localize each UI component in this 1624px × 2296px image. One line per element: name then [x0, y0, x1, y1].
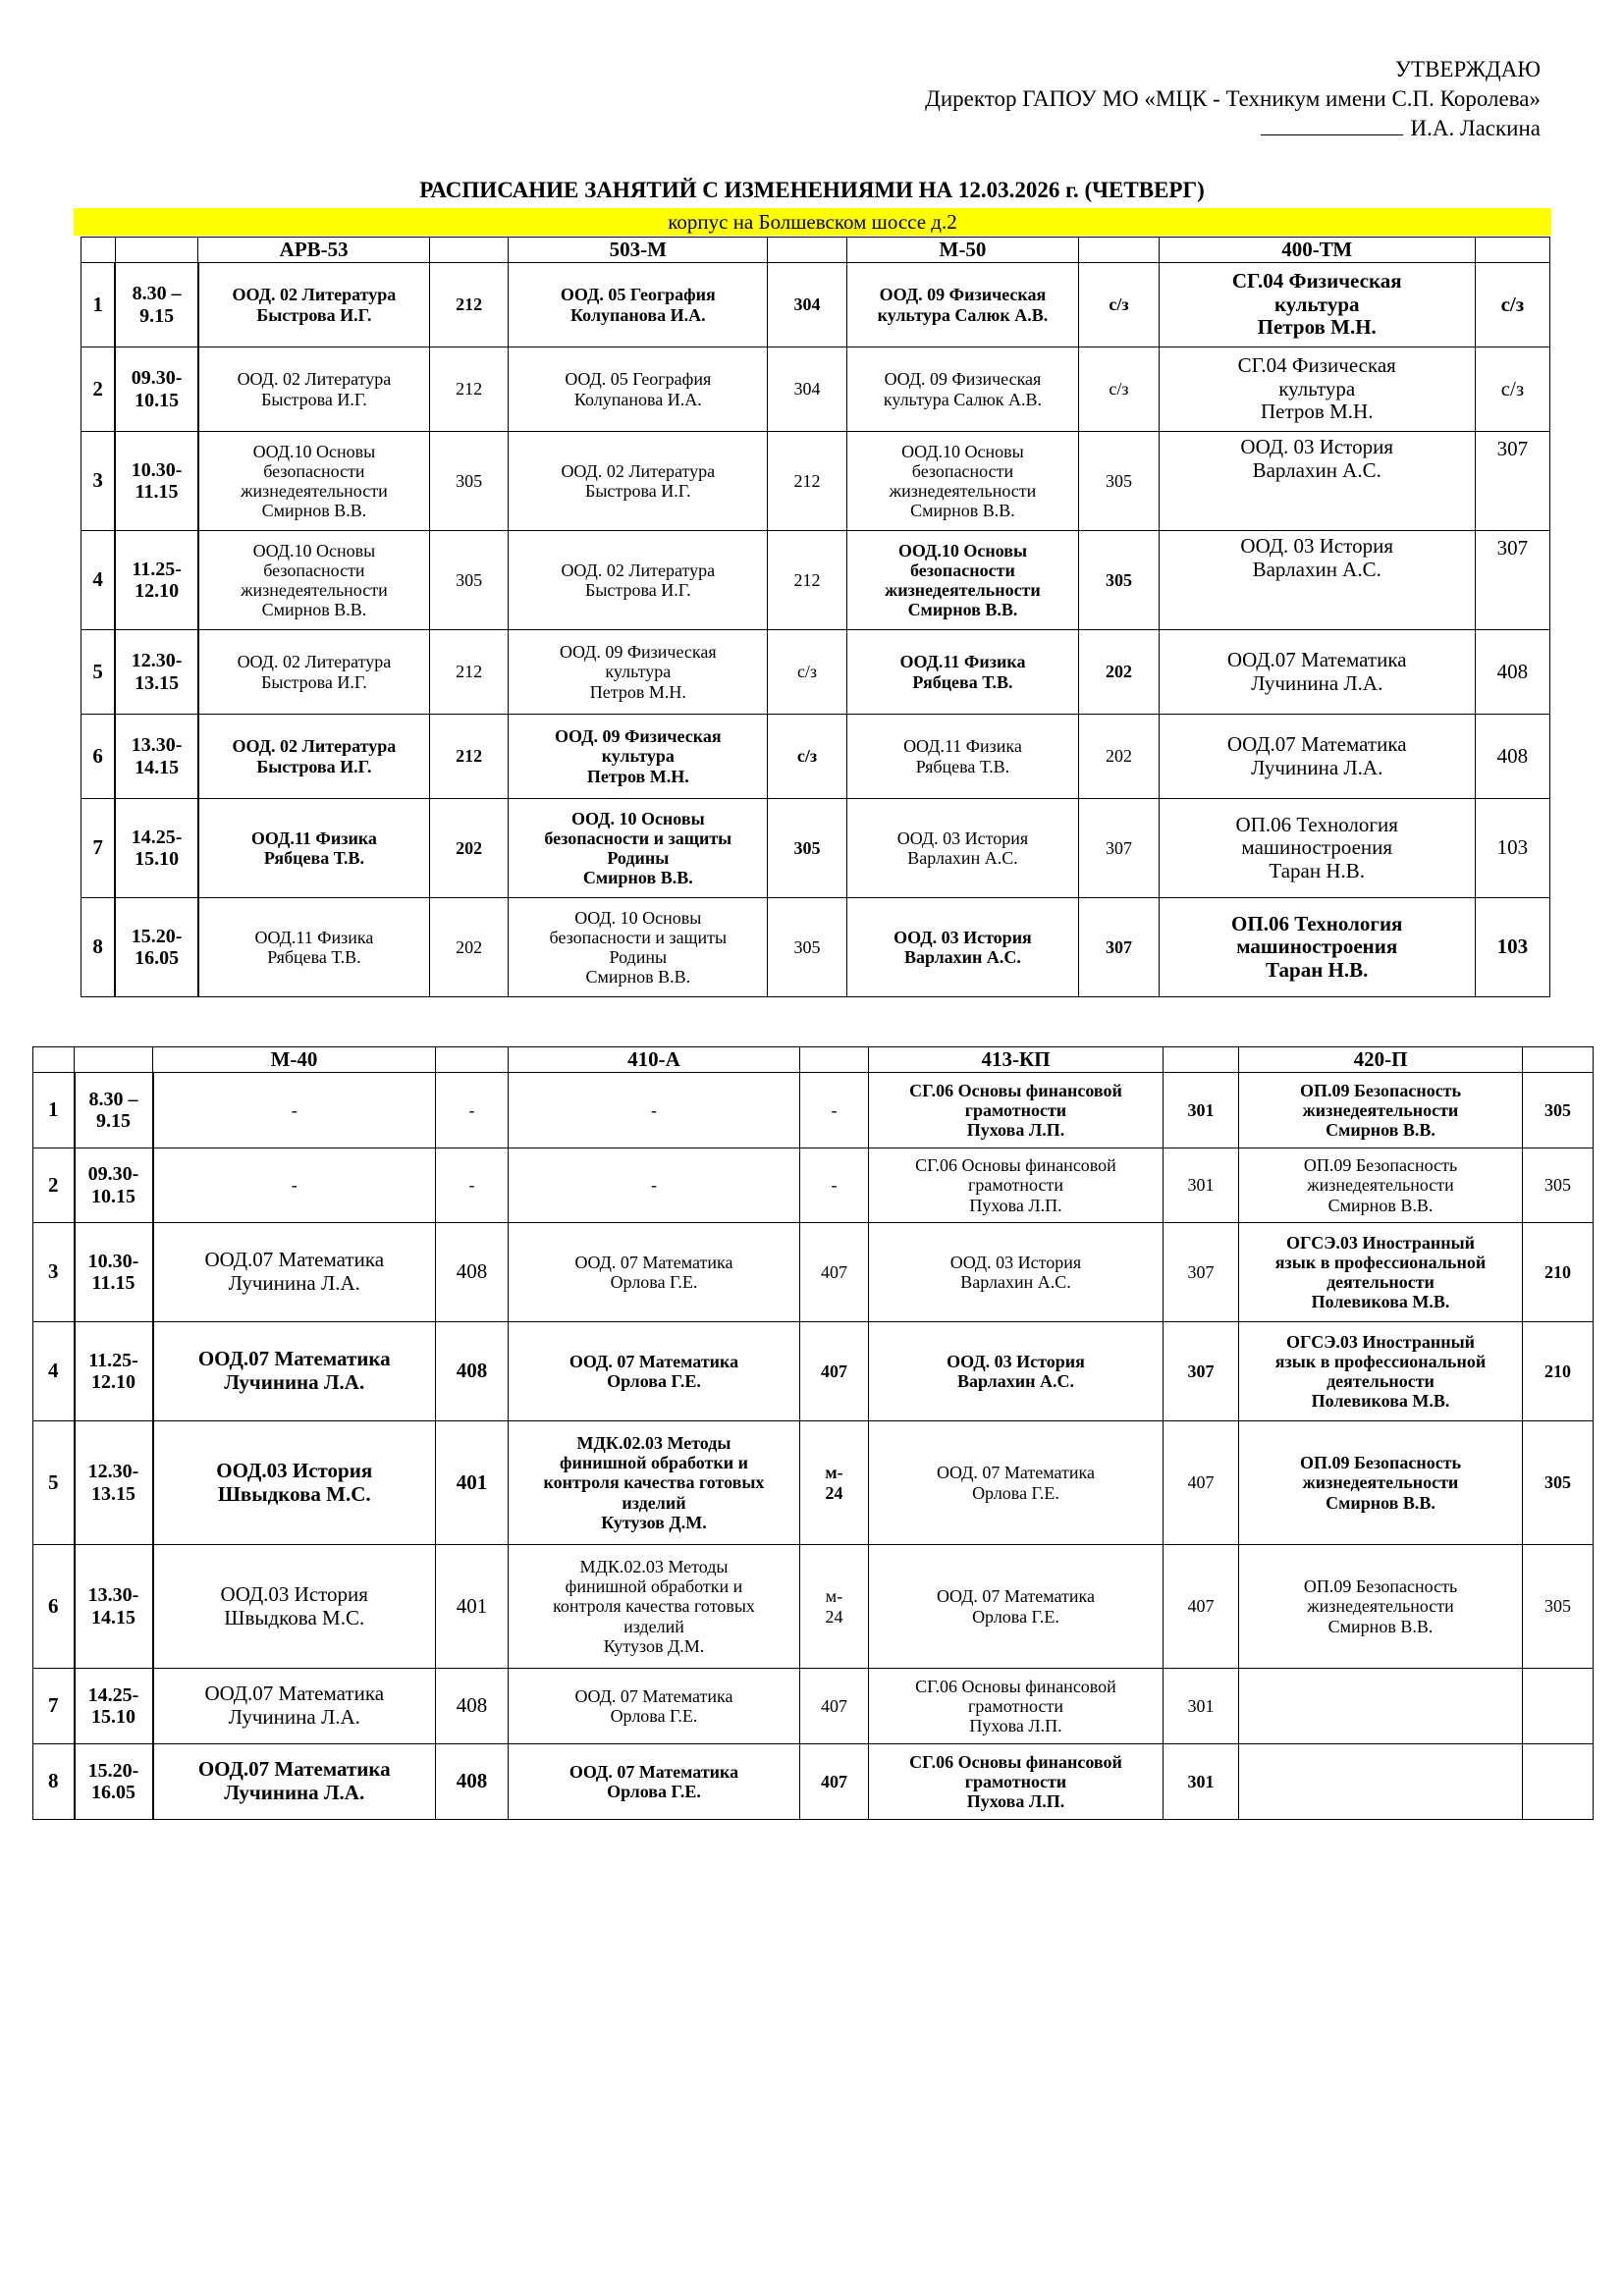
- lesson-number: 7: [33, 1669, 75, 1744]
- room-cell: с/з: [768, 630, 846, 715]
- subject-cell: ООД. 02 Литература Быстрова И.Г.: [198, 630, 430, 715]
- subject-cell: ООД. 03 История Варлахин А.С.: [869, 1322, 1164, 1421]
- subject-cell: ООД. 07 Математика Орлова Г.Е.: [509, 1744, 800, 1820]
- room-cell: 307: [1079, 898, 1159, 997]
- subject-cell: МДК.02.03 Методы финишной обработки и контроля качества готовых изделий Кутузов Д.М.: [509, 1545, 800, 1669]
- lesson-row: [81, 432, 1550, 531]
- room-cell: 305: [1079, 531, 1159, 630]
- lesson-row: [81, 799, 1550, 898]
- room-cell: 202: [1079, 715, 1159, 799]
- subject-cell: ОП.09 Безопасность жизнедеятельности Смирнов В.В.: [1239, 1421, 1523, 1545]
- subject-cell: ООД. 02 Литература Быстрова И.Г.: [509, 531, 768, 630]
- room-cell: 305: [1523, 1421, 1594, 1545]
- group-header: 400-ТМ: [1159, 238, 1475, 263]
- room-cell: 408: [1475, 715, 1549, 799]
- subject-cell: -: [153, 1073, 436, 1148]
- lesson-number: 3: [33, 1223, 75, 1322]
- subject-cell: ОП.09 Безопасность жизнедеятельности Смирнов В.В.: [1239, 1148, 1523, 1223]
- subject-cell: ООД.07 Математика Лучинина Л.А.: [1159, 715, 1475, 799]
- room-cell: 202: [429, 898, 508, 997]
- lesson-time: 15.20- 16.05: [75, 1744, 153, 1820]
- subject-cell: ООД. 05 География Колупанова И.А.: [509, 347, 768, 432]
- room-cell: 408: [436, 1669, 509, 1744]
- group-header: АРВ-53: [198, 238, 430, 263]
- room-cell: 407: [800, 1223, 869, 1322]
- lesson-row: [81, 630, 1550, 715]
- subject-cell: ООД. 03 История Варлахин А.С.: [1159, 432, 1475, 531]
- subject-cell: ООД. 09 Физическая культура Салюк А.В.: [846, 347, 1079, 432]
- lesson-time: 13.30- 14.15: [75, 1545, 153, 1669]
- subject-cell: ООД. 02 Литература Быстрова И.Г.: [198, 347, 430, 432]
- approve-heading: УТВЕРЖДАЮ: [1394, 57, 1541, 81]
- room-cell: 210: [1523, 1223, 1594, 1322]
- subject-cell: ОГСЭ.03 Иностранный язык в профессиональной деятельности Полевикова М.В.: [1239, 1322, 1523, 1421]
- subject-cell: -: [153, 1148, 436, 1223]
- subject-cell: ООД.07 Математика Лучинина Л.А.: [153, 1744, 436, 1820]
- room-cell: 301: [1164, 1148, 1239, 1223]
- room-cell: 401: [436, 1545, 509, 1669]
- room-cell: -: [436, 1148, 509, 1223]
- room-header-blank: [1523, 1047, 1594, 1073]
- room-cell: 103: [1475, 799, 1549, 898]
- lesson-time: 8.30 – 9.15: [75, 1073, 153, 1148]
- director-title: Директор ГАПОУ МО «МЦК - Техникум имени С.П. Королева»: [925, 86, 1541, 111]
- subject-cell: ООД.11 Физика Рябцева Т.В.: [198, 799, 430, 898]
- header-blank-num: [33, 1047, 75, 1073]
- lesson-number: 2: [81, 347, 116, 432]
- header-blank-time: [115, 238, 198, 263]
- subject-cell: ОП.09 Безопасность жизнедеятельности Смирнов В.В.: [1239, 1073, 1523, 1148]
- room-cell: 407: [800, 1669, 869, 1744]
- subject-cell: [1239, 1744, 1523, 1820]
- room-cell: 407: [800, 1744, 869, 1820]
- lesson-time: 15.20- 16.05: [115, 898, 198, 997]
- lesson-number: 5: [33, 1421, 75, 1545]
- subject-cell: СГ.06 Основы финансовой грамотности Пухова Л.П.: [869, 1148, 1164, 1223]
- lesson-row: [33, 1223, 1594, 1322]
- group-header: 410-А: [509, 1047, 800, 1073]
- page-title: РАСПИСАНИЕ ЗАНЯТИЙ С ИЗМЕНЕНИЯМИ НА 12.03.2026 г. (ЧЕТВЕРГ): [419, 178, 1205, 202]
- subject-cell: -: [509, 1148, 800, 1223]
- subject-cell: ООД. 10 Основы безопасности и защиты Родины Смирнов В.В.: [509, 898, 768, 997]
- lesson-row: [81, 263, 1550, 347]
- lesson-time: 13.30- 14.15: [115, 715, 198, 799]
- subject-cell: СГ.04 Физическая культура Петров М.Н.: [1159, 263, 1475, 347]
- lesson-row: [33, 1073, 1594, 1148]
- room-cell: [1523, 1669, 1594, 1744]
- room-cell: -: [800, 1148, 869, 1223]
- room-cell: 407: [800, 1322, 869, 1421]
- lesson-time: 09.30- 10.15: [115, 347, 198, 432]
- subject-cell: ООД. 09 Физическая культура Петров М.Н.: [509, 715, 768, 799]
- subject-cell: ООД. 09 Физическая культура Петров М.Н.: [509, 630, 768, 715]
- subject-cell: ОГСЭ.03 Иностранный язык в профессиональной деятельности Полевикова М.В.: [1239, 1223, 1523, 1322]
- subject-cell: ООД. 09 Физическая культура Салюк А.В.: [846, 263, 1079, 347]
- lesson-number: 4: [33, 1322, 75, 1421]
- room-cell: 305: [1523, 1545, 1594, 1669]
- subject-cell: ООД.07 Математика Лучинина Л.А.: [153, 1322, 436, 1421]
- lesson-row: [33, 1545, 1594, 1669]
- room-header-blank: [768, 238, 846, 263]
- lesson-time: 12.30- 13.15: [115, 630, 198, 715]
- group-header: 413-КП: [869, 1047, 1164, 1073]
- room-cell: 407: [1164, 1545, 1239, 1669]
- lesson-row: [33, 1322, 1594, 1421]
- lesson-time: 14.25- 15.10: [115, 799, 198, 898]
- subject-cell: МДК.02.03 Методы финишной обработки и контроля качества готовых изделий Кутузов Д.М.: [509, 1421, 800, 1545]
- room-cell: 407: [1164, 1421, 1239, 1545]
- signature-blank: [1261, 115, 1403, 135]
- room-cell: м- 24: [800, 1421, 869, 1545]
- room-header-blank: [1475, 238, 1549, 263]
- group-header: М-50: [846, 238, 1079, 263]
- lesson-number: 6: [33, 1545, 75, 1669]
- subject-cell: СГ.06 Основы финансовой грамотности Пухова Л.П.: [869, 1744, 1164, 1820]
- room-cell: 301: [1164, 1073, 1239, 1148]
- room-cell: 307: [1164, 1223, 1239, 1322]
- room-cell: 307: [1079, 799, 1159, 898]
- subject-cell: СГ.04 Физическая культура Петров М.Н.: [1159, 347, 1475, 432]
- subject-cell: ООД. 02 Литература Быстрова И.Г.: [509, 432, 768, 531]
- lesson-time: 10.30- 11.15: [75, 1223, 153, 1322]
- room-header-blank: [1079, 238, 1159, 263]
- room-cell: 307: [1164, 1322, 1239, 1421]
- room-cell: 212: [429, 715, 508, 799]
- subject-cell: ООД.11 Физика Рябцева Т.В.: [198, 898, 430, 997]
- lesson-time: 10.30- 11.15: [115, 432, 198, 531]
- subject-cell: ООД. 02 Литература Быстрова И.Г.: [198, 263, 430, 347]
- lesson-time: 12.30- 13.15: [75, 1421, 153, 1545]
- room-cell: 210: [1523, 1322, 1594, 1421]
- lesson-number: 5: [81, 630, 116, 715]
- subject-cell: ООД. 03 История Варлахин А.С.: [869, 1223, 1164, 1322]
- room-cell: 408: [436, 1322, 509, 1421]
- room-cell: 305: [1523, 1148, 1594, 1223]
- subject-cell: -: [509, 1073, 800, 1148]
- lesson-time: 8.30 – 9.15: [115, 263, 198, 347]
- lesson-number: 1: [81, 263, 116, 347]
- room-cell: с/з: [1079, 347, 1159, 432]
- room-cell: -: [436, 1073, 509, 1148]
- lesson-row: [33, 1744, 1594, 1820]
- room-cell: 305: [1079, 432, 1159, 531]
- subject-cell: ООД. 07 Математика Орлова Г.Е.: [869, 1545, 1164, 1669]
- room-cell: 305: [768, 799, 846, 898]
- subject-cell: ООД. 07 Математика Орлова Г.Е.: [509, 1669, 800, 1744]
- room-cell: 212: [429, 630, 508, 715]
- subject-cell: ООД.11 Физика Рябцева Т.В.: [846, 630, 1079, 715]
- room-cell: 305: [768, 898, 846, 997]
- subject-cell: ООД.11 Физика Рябцева Т.В.: [846, 715, 1079, 799]
- lesson-number: 6: [81, 715, 116, 799]
- lesson-time: 11.25- 12.10: [115, 531, 198, 630]
- subject-cell: ООД. 05 География Колупанова И.А.: [509, 263, 768, 347]
- room-cell: 212: [429, 263, 508, 347]
- subject-cell: ООД. 03 История Варлахин А.С.: [846, 898, 1079, 997]
- subject-cell: ООД. 07 Математика Орлова Г.Е.: [509, 1322, 800, 1421]
- room-cell: [1523, 1744, 1594, 1820]
- lesson-row: [81, 898, 1550, 997]
- subject-cell: ОП.06 Технология машиностроения Таран Н.В.: [1159, 799, 1475, 898]
- room-cell: 304: [768, 347, 846, 432]
- subject-cell: ООД.10 Основы безопасности жизнедеятельности Смирнов В.В.: [198, 432, 430, 531]
- subject-cell: ООД.10 Основы безопасности жизнедеятельности Смирнов В.В.: [846, 531, 1079, 630]
- subject-cell: ОП.09 Безопасность жизнедеятельности Смирнов В.В.: [1239, 1545, 1523, 1669]
- subject-cell: ООД. 03 История Варлахин А.С.: [846, 799, 1079, 898]
- group-header: 503-М: [509, 238, 768, 263]
- room-cell: 305: [429, 531, 508, 630]
- room-cell: 212: [768, 432, 846, 531]
- room-cell: с/з: [1475, 347, 1549, 432]
- room-cell: 212: [768, 531, 846, 630]
- room-cell: с/з: [1475, 263, 1549, 347]
- subject-cell: ООД. 02 Литература Быстрова И.Г.: [198, 715, 430, 799]
- lesson-number: 8: [33, 1744, 75, 1820]
- room-cell: с/з: [768, 715, 846, 799]
- schedule-table-2: [32, 1046, 1594, 1820]
- room-cell: 408: [436, 1744, 509, 1820]
- room-cell: 202: [429, 799, 508, 898]
- room-cell: 408: [436, 1223, 509, 1322]
- subject-cell: ООД.07 Математика Лучинина Л.А.: [153, 1223, 436, 1322]
- approval-block: [925, 55, 1541, 143]
- group-header: М-40: [153, 1047, 436, 1073]
- header-blank-num: [81, 238, 116, 263]
- room-cell: 401: [436, 1421, 509, 1545]
- subject-cell: ООД. 03 История Варлахин А.С.: [1159, 531, 1475, 630]
- room-cell: 202: [1079, 630, 1159, 715]
- room-cell: 307: [1475, 432, 1549, 531]
- header-blank-time: [75, 1047, 153, 1073]
- subject-cell: ООД.07 Математика Лучинина Л.А.: [1159, 630, 1475, 715]
- lesson-number: 2: [33, 1148, 75, 1223]
- schedule-table-1: [81, 237, 1550, 997]
- subject-cell: ООД. 10 Основы безопасности и защиты Родины Смирнов В.В.: [509, 799, 768, 898]
- room-cell: 305: [1523, 1073, 1594, 1148]
- lesson-number: 3: [81, 432, 116, 531]
- signer-name: И.А. Ласкина: [1410, 116, 1541, 140]
- lesson-row: [81, 347, 1550, 432]
- lesson-row: [81, 531, 1550, 630]
- campus-banner: корпус на Болшевском шоссе д.2: [74, 208, 1551, 236]
- room-cell: -: [800, 1073, 869, 1148]
- room-cell: 305: [429, 432, 508, 531]
- lesson-row: [33, 1148, 1594, 1223]
- subject-cell: ОП.06 Технология машиностроения Таран Н.В.: [1159, 898, 1475, 997]
- lesson-time: 14.25- 15.10: [75, 1669, 153, 1744]
- subject-cell: ООД.10 Основы безопасности жизнедеятельности Смирнов В.В.: [846, 432, 1079, 531]
- lesson-row: [33, 1421, 1594, 1545]
- room-cell: 301: [1164, 1744, 1239, 1820]
- room-cell: 304: [768, 263, 846, 347]
- lesson-row: [81, 715, 1550, 799]
- subject-cell: ООД. 07 Математика Орлова Г.Е.: [869, 1421, 1164, 1545]
- lesson-number: 7: [81, 799, 116, 898]
- lesson-row: [33, 1669, 1594, 1744]
- lesson-number: 1: [33, 1073, 75, 1148]
- subject-cell: [1239, 1669, 1523, 1744]
- signature-line: [925, 114, 1541, 143]
- room-cell: с/з: [1079, 263, 1159, 347]
- subject-cell: ООД.03 История Швыдкова М.С.: [153, 1545, 436, 1669]
- room-cell: 301: [1164, 1669, 1239, 1744]
- room-cell: 212: [429, 347, 508, 432]
- room-cell: м- 24: [800, 1545, 869, 1669]
- lesson-number: 8: [81, 898, 116, 997]
- subject-cell: ООД.10 Основы безопасности жизнедеятельности Смирнов В.В.: [198, 531, 430, 630]
- lesson-time: 11.25- 12.10: [75, 1322, 153, 1421]
- room-header-blank: [436, 1047, 509, 1073]
- subject-cell: ООД.07 Математика Лучинина Л.А.: [153, 1669, 436, 1744]
- subject-cell: СГ.06 Основы финансовой грамотности Пухова Л.П.: [869, 1669, 1164, 1744]
- room-header-blank: [800, 1047, 869, 1073]
- room-header-blank: [1164, 1047, 1239, 1073]
- lesson-time: 09.30- 10.15: [75, 1148, 153, 1223]
- group-header: 420-П: [1239, 1047, 1523, 1073]
- room-cell: 307: [1475, 531, 1549, 630]
- subject-cell: ООД.03 История Швыдкова М.С.: [153, 1421, 436, 1545]
- lesson-number: 4: [81, 531, 116, 630]
- room-cell: 408: [1475, 630, 1549, 715]
- room-header-blank: [429, 238, 508, 263]
- room-cell: 103: [1475, 898, 1549, 997]
- subject-cell: ООД. 07 Математика Орлова Г.Е.: [509, 1223, 800, 1322]
- subject-cell: СГ.06 Основы финансовой грамотности Пухова Л.П.: [869, 1073, 1164, 1148]
